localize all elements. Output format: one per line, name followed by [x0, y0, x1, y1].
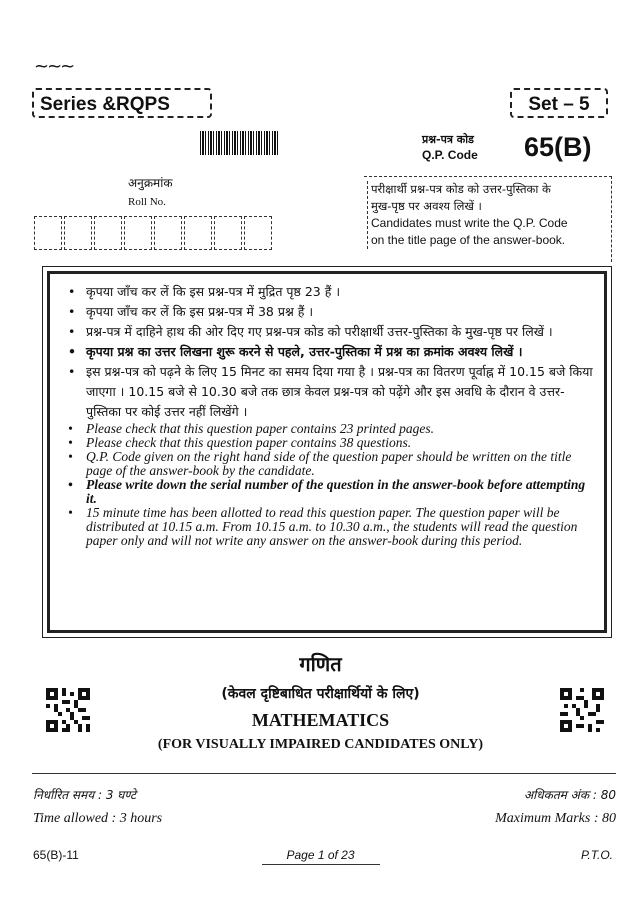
instruction-en-3: • Q.P. Code given on the right hand side of the question paper should be written on the title page of the answer-book by the candidate. [86, 450, 596, 478]
roll-label-english: Roll No. [128, 196, 166, 208]
header-ornament: ~~~ [34, 56, 74, 77]
subject-title-english: MATHEMATICS [251, 710, 390, 730]
instruction-hi-1: • कृपया जाँच कर लें कि इस प्रश्न-पत्र में मुद्रित पृष्ठ 23 हैं । [86, 282, 596, 302]
roll-digit-box[interactable] [34, 216, 62, 250]
subject-title-hindi: गणित [299, 652, 342, 676]
roll-digit-box[interactable] [124, 216, 152, 250]
page-number: Page 1 of 23 [286, 848, 355, 862]
instruction-en-2: • Please check that this question paper contains 38 questions. [86, 436, 596, 450]
roll-digit-box[interactable] [64, 216, 92, 250]
qp-code: 65(B) [524, 132, 592, 162]
time-allowed-hindi: निर्धारित समय : 3 घण्टे [33, 788, 137, 802]
subtitle-hindi: (केवल दृष्टिबाधित परीक्षार्थियों के लिए) [221, 686, 420, 702]
instruction-hi-3: • प्रश्न-पत्र में दाहिने हाथ की ओर दिए गए प्रश्न-पत्र कोड को परीक्षार्थी उत्तर-पुस्तिका के मुख-पृष्ठ पर लिखें । [86, 322, 596, 342]
separator-line [32, 773, 616, 774]
qr-code-right-icon [560, 688, 604, 732]
notice-english-line-1: Candidates must write the Q.P. Code [371, 216, 568, 230]
roll-label-hindi: अनुक्रमांक [128, 176, 173, 190]
qr-code-left-icon [46, 688, 90, 732]
roll-digit-box[interactable] [94, 216, 122, 250]
instruction-hi-2: • कृपया जाँच कर लें कि इस प्रश्न-पत्र में 38 प्रश्न हैं । [86, 302, 596, 322]
instruction-hi-5: • इस प्रश्न-पत्र को पढ़ने के लिए 15 मिनट का समय दिया गया है । प्रश्न-पत्र का वितरण पूर्वाह्न में 10.15 बजे किया जाएगा । 10.15 बजे से 10.30 बजे तक छात्र केवल प्रश्न-पत्र को पढ़ेंगे और इस अवधि के दौरान वे उत्तर-पुस्तिका पर कोई उत्तर नहीं लिखेंगे । [86, 362, 596, 422]
set-box: Set – 5 [510, 88, 608, 118]
qp-code-notice [364, 176, 612, 262]
qp-label-english: Q.P. Code [422, 148, 478, 162]
qp-label-hindi: प्रश्न-पत्र कोड [422, 133, 474, 146]
roll-digit-box[interactable] [154, 216, 182, 250]
page-number-underline [262, 864, 380, 865]
notice-hindi-line-1: परीक्षार्थी प्रश्न-पत्र कोड को उत्तर-पुस्तिका के [371, 182, 551, 196]
footer-code: 65(B)-11 [33, 848, 79, 862]
subtitle-english: (FOR VISUALLY IMPAIRED CANDIDATES ONLY) [157, 737, 484, 752]
instructions-box [47, 271, 607, 633]
instruction-hi-4: • कृपया प्रश्न का उत्तर लिखना शुरू करने से पहले, उत्तर-पुस्तिका में प्रश्न का क्रमांक अवश्य लिखें । [86, 342, 596, 362]
roll-digit-box[interactable] [214, 216, 242, 250]
pto-label: P.T.O. [580, 848, 613, 862]
notice-hindi-line-2: मुख-पृष्ठ पर अवश्य लिखें । [371, 199, 482, 213]
instruction-en-5: • 15 minute time has been allotted to read this question paper. The question paper will be distributed at 10.15 a.m. From 10.15 a.m. to 10.30 a.m., the students will read the question paper only and will not write any answer on the answer-book during this period. [86, 506, 596, 548]
max-marks-english: Maximum Marks : 80 [495, 811, 616, 826]
roll-number-boxes[interactable] [34, 216, 274, 250]
series-box: Series &RQPS [32, 88, 212, 118]
roll-digit-box[interactable] [184, 216, 212, 250]
time-allowed-english: Time allowed : 3 hours [33, 811, 163, 826]
instruction-en-4: • Please write down the serial number of the question in the answer-book before attempting it. [86, 478, 596, 506]
instruction-en-1: • Please check that this question paper contains 23 printed pages. [86, 422, 596, 436]
notice-english-line-2: on the title page of the answer-book. [371, 233, 566, 247]
instructions-list [70, 282, 596, 548]
barcode [200, 131, 280, 155]
max-marks-hindi: अधिकतम अंक : 80 [523, 788, 616, 802]
roll-digit-box[interactable] [244, 216, 272, 250]
